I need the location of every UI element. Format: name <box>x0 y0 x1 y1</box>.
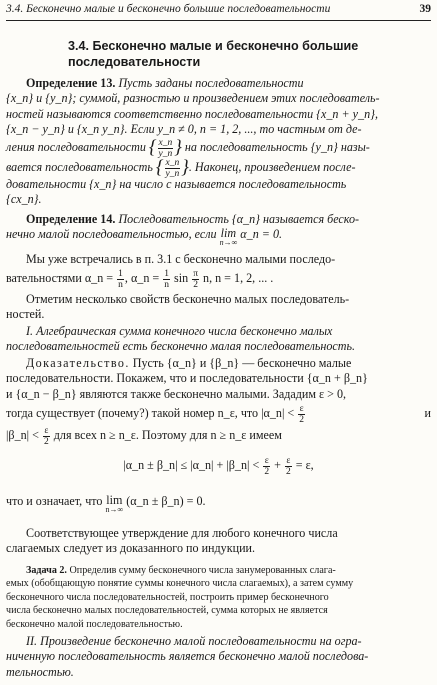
proof-line4a: тогда существует (почему?) такой номер n_ε, что |α_n| < <box>6 405 295 420</box>
proof-line4b: и <box>424 405 431 420</box>
def13-line2: {x_n} и {y_n}; суммой, разностью и произведением этих последователь- <box>6 91 380 106</box>
def14-line2a: нечно малой последовательностью, если <box>6 227 217 242</box>
frac-den: 2 <box>264 466 270 477</box>
def13-label: Определение 13. <box>26 76 116 90</box>
def13-line3: ностей называются соответственно последовательности {x_n + y_n}, <box>6 106 379 121</box>
proof-line1: Пусть {α_n} и {β_n} — бесконечно малые <box>132 356 352 370</box>
task-label: Задача 2. <box>26 565 67 576</box>
p1-line2d: n, n = 1, 2, ... . <box>203 271 274 286</box>
p4-line1: Соответствующее утверждение для любого конечного числа <box>26 526 338 540</box>
proof-line3: и {α_n − β_n} являются также бесконечно малыми. Зададим ε > 0, <box>6 386 347 401</box>
definition-14 <box>6 212 431 249</box>
def13-line1: Пусть заданы последовательности <box>118 76 304 90</box>
paragraph-induction <box>6 526 431 557</box>
frac-num: 1 <box>118 269 123 280</box>
task-line2: емых (обобщающую понятие суммы конечного числа слагаемых), а затем сумму <box>6 578 354 590</box>
frac-den: 2 <box>299 414 305 425</box>
p1-line1: Мы уже встречались в п. 3.1 с бесконечно малыми последо- <box>26 252 336 266</box>
page-number: 39 <box>419 3 431 15</box>
lim-subscript: n→∞ <box>105 505 124 514</box>
def14-line1: Последовательность {α_n} называется беско- <box>118 212 360 226</box>
theorem-2 <box>6 634 431 680</box>
p2-line2: ностей. <box>6 307 45 322</box>
frac-num: x_n <box>158 137 173 148</box>
limit-operator <box>105 494 123 514</box>
task-line5: бесконечно малой последовательностью. <box>6 618 183 630</box>
brace-close: } <box>174 137 182 159</box>
definition-13 <box>6 76 431 208</box>
conclusion <box>6 494 431 514</box>
proof <box>6 356 431 446</box>
p1-line2c: sin <box>174 271 189 286</box>
p1-line2a: вательностями α_n = <box>6 271 114 286</box>
fraction-1-over-n <box>163 269 170 290</box>
thm1-line1: I. Алгебраическая сумма конечного числа бесконечно малых <box>26 324 333 338</box>
def13-line4: {x_n − y_n} и {x_n y_n}. Если y_n ≠ 0, n = 1, 2, ..., то частным от де- <box>6 121 362 136</box>
display-formula <box>6 452 431 478</box>
frac-den: n <box>164 280 169 291</box>
theorem-1 <box>6 324 431 355</box>
p3-b: (α_n ± β_n) = 0. <box>126 494 206 508</box>
frac-den: 2 <box>285 466 291 477</box>
fraction-eps-over-2 <box>285 456 292 477</box>
frac-num: ε <box>286 455 291 466</box>
p2-line1: Отметим несколько свойств бесконечно малых последователь- <box>26 292 350 306</box>
fraction-x-over-y <box>158 138 174 159</box>
paragraph-properties <box>6 292 431 323</box>
fraction-eps-over-2 <box>263 456 270 477</box>
frac-den: y_n <box>165 168 180 179</box>
thm2-line2: ниченную последовательность является бесконечно малой последова- <box>6 649 369 664</box>
frac-den: 2 <box>193 280 198 291</box>
fraction-eps-over-2 <box>298 404 305 425</box>
limit-operator <box>220 227 238 247</box>
p4-line2: слагаемых следует из доказанного по индукции. <box>6 541 256 556</box>
formula-part-c: = ε, <box>295 458 314 472</box>
fraction-pi-over-2 <box>192 269 199 290</box>
proof-line5a: |β_n| < <box>6 427 39 442</box>
task-line3: бесконечного числа последовательностей, построить пример бесконечного <box>6 591 329 603</box>
p1-line2b: , α_n = <box>124 271 160 286</box>
task-2 <box>6 564 431 631</box>
proof-word: Доказательство. <box>26 356 130 370</box>
def13-line5a: ления последовательности <box>6 140 146 155</box>
proof-line5b: для всех n ≥ n_ε. Поэтому для n ≥ n_ε имеем <box>53 427 282 442</box>
thm2-line3: тельностью. <box>6 664 74 679</box>
header-title: 3.4. Бесконечно малые и бесконечно большие последовательности <box>6 3 331 15</box>
def13-line6b: . Наконец, произведением после- <box>188 160 356 175</box>
def13-line6a: вается последовательность <box>6 160 153 175</box>
proof-line2: последовательности. Покажем, что и последовательности {α_n + β_n} <box>6 371 368 386</box>
header-rule <box>6 20 431 21</box>
lim-text: lim <box>220 226 237 241</box>
frac-den: y_n <box>158 148 173 159</box>
frac-num: ε <box>44 425 49 436</box>
running-header <box>6 3 431 15</box>
frac-num: x_n <box>165 157 180 168</box>
fraction-x-over-y <box>165 158 181 179</box>
brace-open: { <box>155 157 164 179</box>
frac-num: 1 <box>164 269 169 280</box>
def14-line2b: α_n = 0. <box>240 227 283 242</box>
section-heading: 3.4. Бесконечно малые и бесконечно большие последовательности <box>68 39 359 69</box>
task-line4: числа бесконечно малых последовательностей, сумма которых не является <box>6 605 328 617</box>
frac-num: π <box>193 269 198 280</box>
def13-line8: {cx_n}. <box>6 192 42 207</box>
def13-line5b: на последовательность {y_n} назы- <box>184 140 370 155</box>
fraction-eps-over-2 <box>43 426 50 447</box>
formula-part-a: |α_n ± β_n| ≤ |α_n| + |β_n| < <box>123 458 260 472</box>
thm1-line2: последовательностей есть бесконечно малая последовательность. <box>6 339 356 354</box>
frac-den: n <box>118 280 123 291</box>
brace-open: { <box>148 137 157 159</box>
def13-line7: довательности {x_n} на число c называется последовательность <box>6 177 347 192</box>
lim-subscript: n→∞ <box>219 238 238 248</box>
p3-a: что и означает, что <box>6 494 103 508</box>
brace-close: } <box>181 157 189 179</box>
paragraph-examples <box>6 252 431 289</box>
frac-den: 2 <box>43 436 49 447</box>
fraction-1-over-n <box>117 269 124 290</box>
frac-num: ε <box>264 455 269 466</box>
thm2-line1: II. Произведение бесконечно малой последовательности на огра- <box>26 634 362 648</box>
def14-label: Определение 14. <box>26 212 116 226</box>
formula-part-b: + <box>274 458 281 472</box>
task-line1: Определив сумму бесконечного числа занумерованных слага- <box>69 565 336 576</box>
lim-text: lim <box>106 493 123 507</box>
frac-num: ε <box>299 403 304 414</box>
